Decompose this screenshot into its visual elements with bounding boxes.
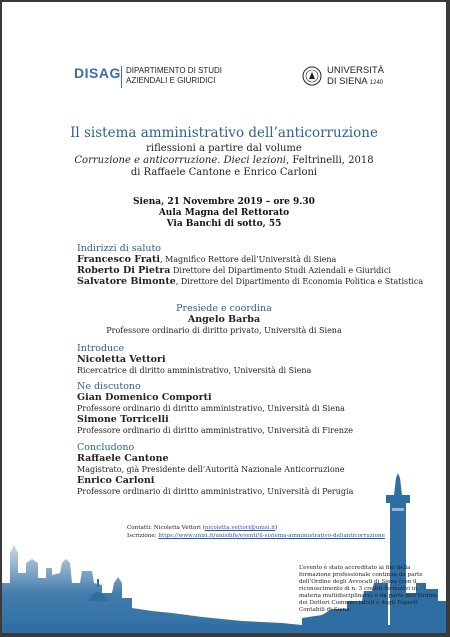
greeting-name: Salvatore Bimonte (77, 276, 176, 287)
concluder-role: Magistrato, già Presidente dell’Autorità Nazionale Anticorruzione (77, 465, 345, 474)
accreditation-note: L’evento è stato accreditato ai fini della formazione professionale continua da parte dell’Ordine degli Avvocati di Siena (con il riconoscimento di n. 3 crediti formativi in materia multidisciplinare) e da parte dell’Ordine dei Dottori Commercialisti e degli Esperti Contabili di Siena. (299, 565, 438, 613)
greeting-row (77, 276, 423, 287)
greeting-role: , Direttore del Dipartimento di Economia Politica e Statistica (175, 277, 424, 286)
greeting-row (77, 265, 391, 276)
book-title: Corruzione e anticorruzione. Dieci lezioni (74, 155, 286, 166)
greeting-name: Francesco Frati (77, 254, 160, 265)
event-place: Aula Magna del Rettorato (158, 208, 290, 218)
discussant-name: Simone Torricelli (77, 414, 169, 425)
intro-role: Ricercatrice di diritto amministrativo, Università di Siena (77, 366, 312, 375)
greeting-role: , Magnifico Rettore dell’Università di Siena (160, 255, 337, 264)
signup-label: Iscrizione: (127, 533, 159, 539)
university-line-2-wrap (327, 76, 384, 89)
concluder-name: Raffaele Cantone (77, 453, 169, 464)
discussant-role: Professore ordinario di diritto amministrativo, Università di Firenze (77, 426, 353, 435)
book-authors: di Raffaele Cantone e Enrico Carloni (130, 167, 318, 178)
contact-email-link[interactable]: nicoletta.vettori@unisi.it (204, 525, 276, 531)
discussant-name: Gian Domenico Comporti (77, 392, 212, 403)
subtitle: riflessioni a partire dal volume (146, 143, 302, 154)
contacts-line (127, 525, 277, 531)
chair-name: Angelo Barba (187, 314, 261, 325)
discussant-role: Professore ordinario di diritto amministrativo, Università di Siena (77, 404, 345, 413)
discuss-heading: Ne discutono (77, 381, 141, 392)
university-line-2: DI SIENA (327, 76, 368, 87)
university-year: 1240 (369, 80, 384, 86)
greeting-name: Roberto Di Pietra (77, 265, 171, 276)
concluder-role: Professore ordinario di diritto amministrativo, Università di Perugia (77, 487, 354, 496)
concluder-name: Enrico Carloni (77, 475, 155, 486)
disag-logo: DISAG (74, 65, 121, 81)
document-page (2, 2, 446, 633)
greetings-heading: Indirizzi di saluto (77, 243, 162, 254)
intro-heading: Introduce (77, 343, 125, 354)
chair-role: Professore ordinario di diritto privato, Università di Siena (106, 326, 342, 335)
university-name (327, 65, 384, 89)
greeting-row (77, 254, 336, 265)
header-divider (121, 66, 122, 88)
greeting-role: Direttore del Dipartimento Studi Aziendali e Giuridici (170, 266, 391, 275)
book-line (2, 155, 446, 166)
signup-url-link[interactable]: https://www.unisi.it/unisilife/eventi/il-sistema-amministrativo-dellanticorruzione (158, 533, 385, 539)
intro-name: Nicoletta Vettori (77, 354, 166, 365)
signup-line (127, 533, 385, 539)
department-name (126, 66, 222, 86)
book-publisher: , Feltrinelli, 2018 (285, 155, 374, 166)
department-line-2: AZIENDALI E GIURIDICI (126, 76, 216, 85)
chair-heading: Presiede e coordina (176, 303, 272, 314)
event-title: Il sistema amministrativo dell’anticorruzione (70, 125, 378, 141)
event-address: Via Banchi di sotto, 55 (166, 219, 282, 229)
contacts-end: ) (275, 525, 278, 531)
university-crest-icon (302, 66, 322, 86)
department-line-1: DIPARTIMENTO DI STUDI (126, 66, 223, 75)
university-line-1: UNIVERSITÀ (327, 65, 385, 76)
event-date: Siena, 21 Novembre 2019 – ore 9.30 (133, 197, 315, 207)
contacts-label: Contatti: Nicoletta Vettori ( (127, 525, 205, 531)
conclude-heading: Concludono (77, 442, 135, 453)
